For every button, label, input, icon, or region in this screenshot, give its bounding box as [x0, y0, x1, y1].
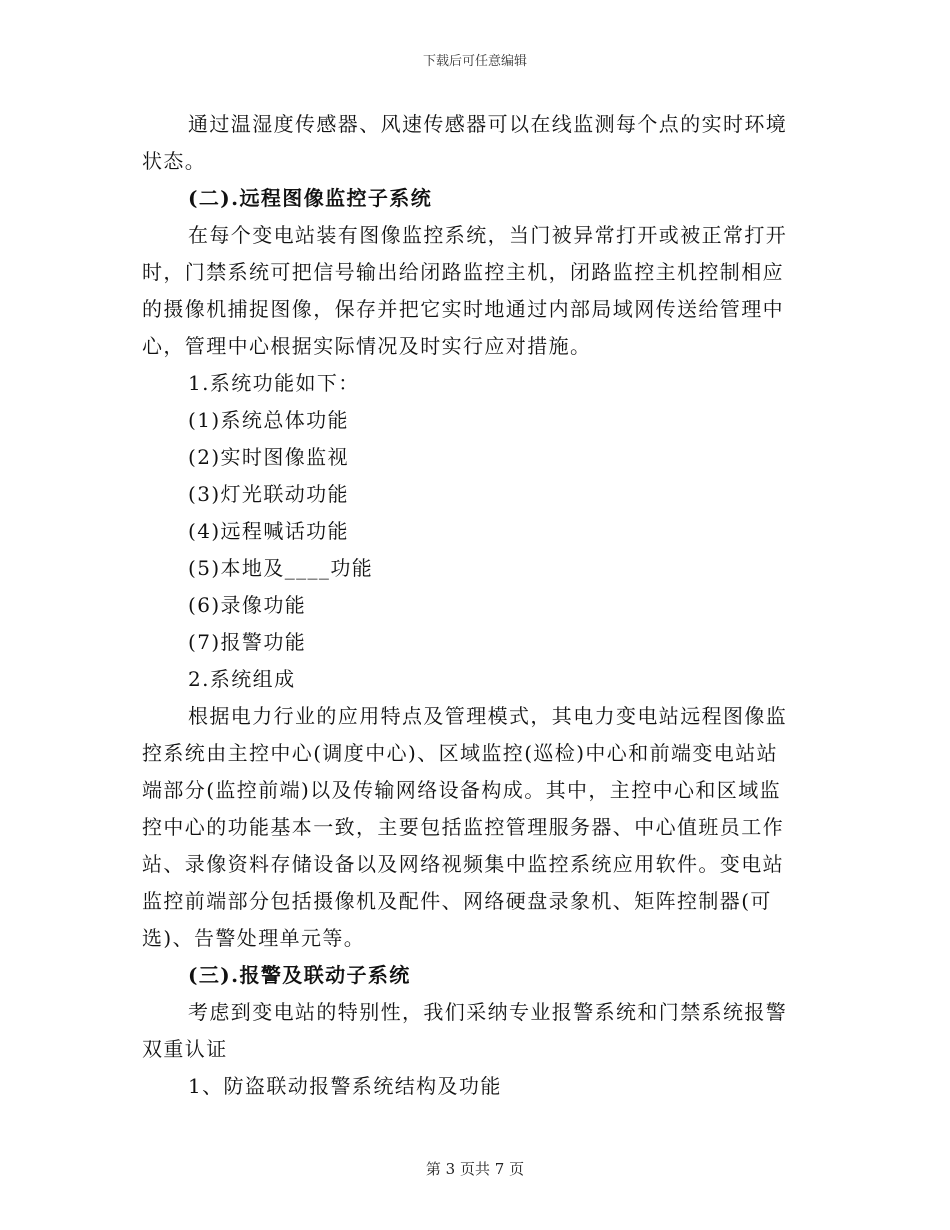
text-line: 1、防盗联动报警系统结构及功能 [188, 1074, 502, 1098]
text-line: (5)本地及____功能 [188, 556, 374, 580]
text-line: 1.系统功能如下： [188, 371, 360, 395]
text-line: 站、录像资料存储设备以及网络视频集中监控系统应用软件。变电站 [142, 852, 784, 876]
text-line: 心，管理中心根据实际情况及时实行应对措施。 [142, 334, 592, 358]
text-line: (2)实时图像监视 [188, 445, 349, 469]
text-line: 监控前端部分包括摄像机及配件、网络硬盘录象机、矩阵控制器(可 [142, 889, 772, 913]
text-line: (3)灯光联动功能 [188, 482, 349, 506]
text-line: 时，门禁系统可把信号输出给闭路监控主机，闭路监控主机控制相应 [142, 260, 784, 284]
text-line: 端部分(监控前端)以及传输网络设备构成。其中，主控中心和区域监 [142, 778, 782, 802]
text-line: 控系统由主控中心(调度中心)、区域监控(巡检)中心和前端变电站站 [142, 741, 779, 765]
text-line: (7)报警功能 [188, 630, 307, 654]
page-header: 下载后可任意编辑 [422, 54, 527, 69]
text-line: (4)远程喊话功能 [188, 519, 349, 543]
text-line: (1)系统总体功能 [188, 408, 349, 432]
text-line: 考虑到变电站的特别性，我们采纳专业报警系统和门禁系统报警 [188, 1000, 788, 1024]
text-line: 根据电力行业的应用特点及管理模式，其电力变电站远程图像监 [188, 704, 788, 728]
text-line: 在每个变电站装有图像监控系统，当门被异常打开或被正常打开 [188, 223, 788, 247]
text-line: (6)录像功能 [188, 593, 307, 617]
text-line: 控中心的功能基本一致，主要包括监控管理服务器、中心值班员工作 [142, 815, 784, 839]
text-line: 选)、告警处理单元等。 [142, 926, 366, 950]
text-line: 2.系统组成 [188, 667, 296, 691]
document-body [142, 106, 802, 1105]
section-heading: (二).远程图像监控子系统 [188, 186, 433, 210]
text-line: 双重认证 [142, 1037, 228, 1061]
text-line: 状态。 [142, 149, 207, 173]
page-footer: 第 3 页共 7 页 [425, 1160, 525, 1178]
section-heading: (三).报警及联动子系统 [188, 963, 411, 987]
text-line: 通过温湿度传感器、风速传感器可以在线监测每个点的实时环境 [188, 112, 788, 136]
text-line: 的摄像机捕捉图像，保存并把它实时地通过内部局域网传送给管理中 [142, 297, 784, 321]
